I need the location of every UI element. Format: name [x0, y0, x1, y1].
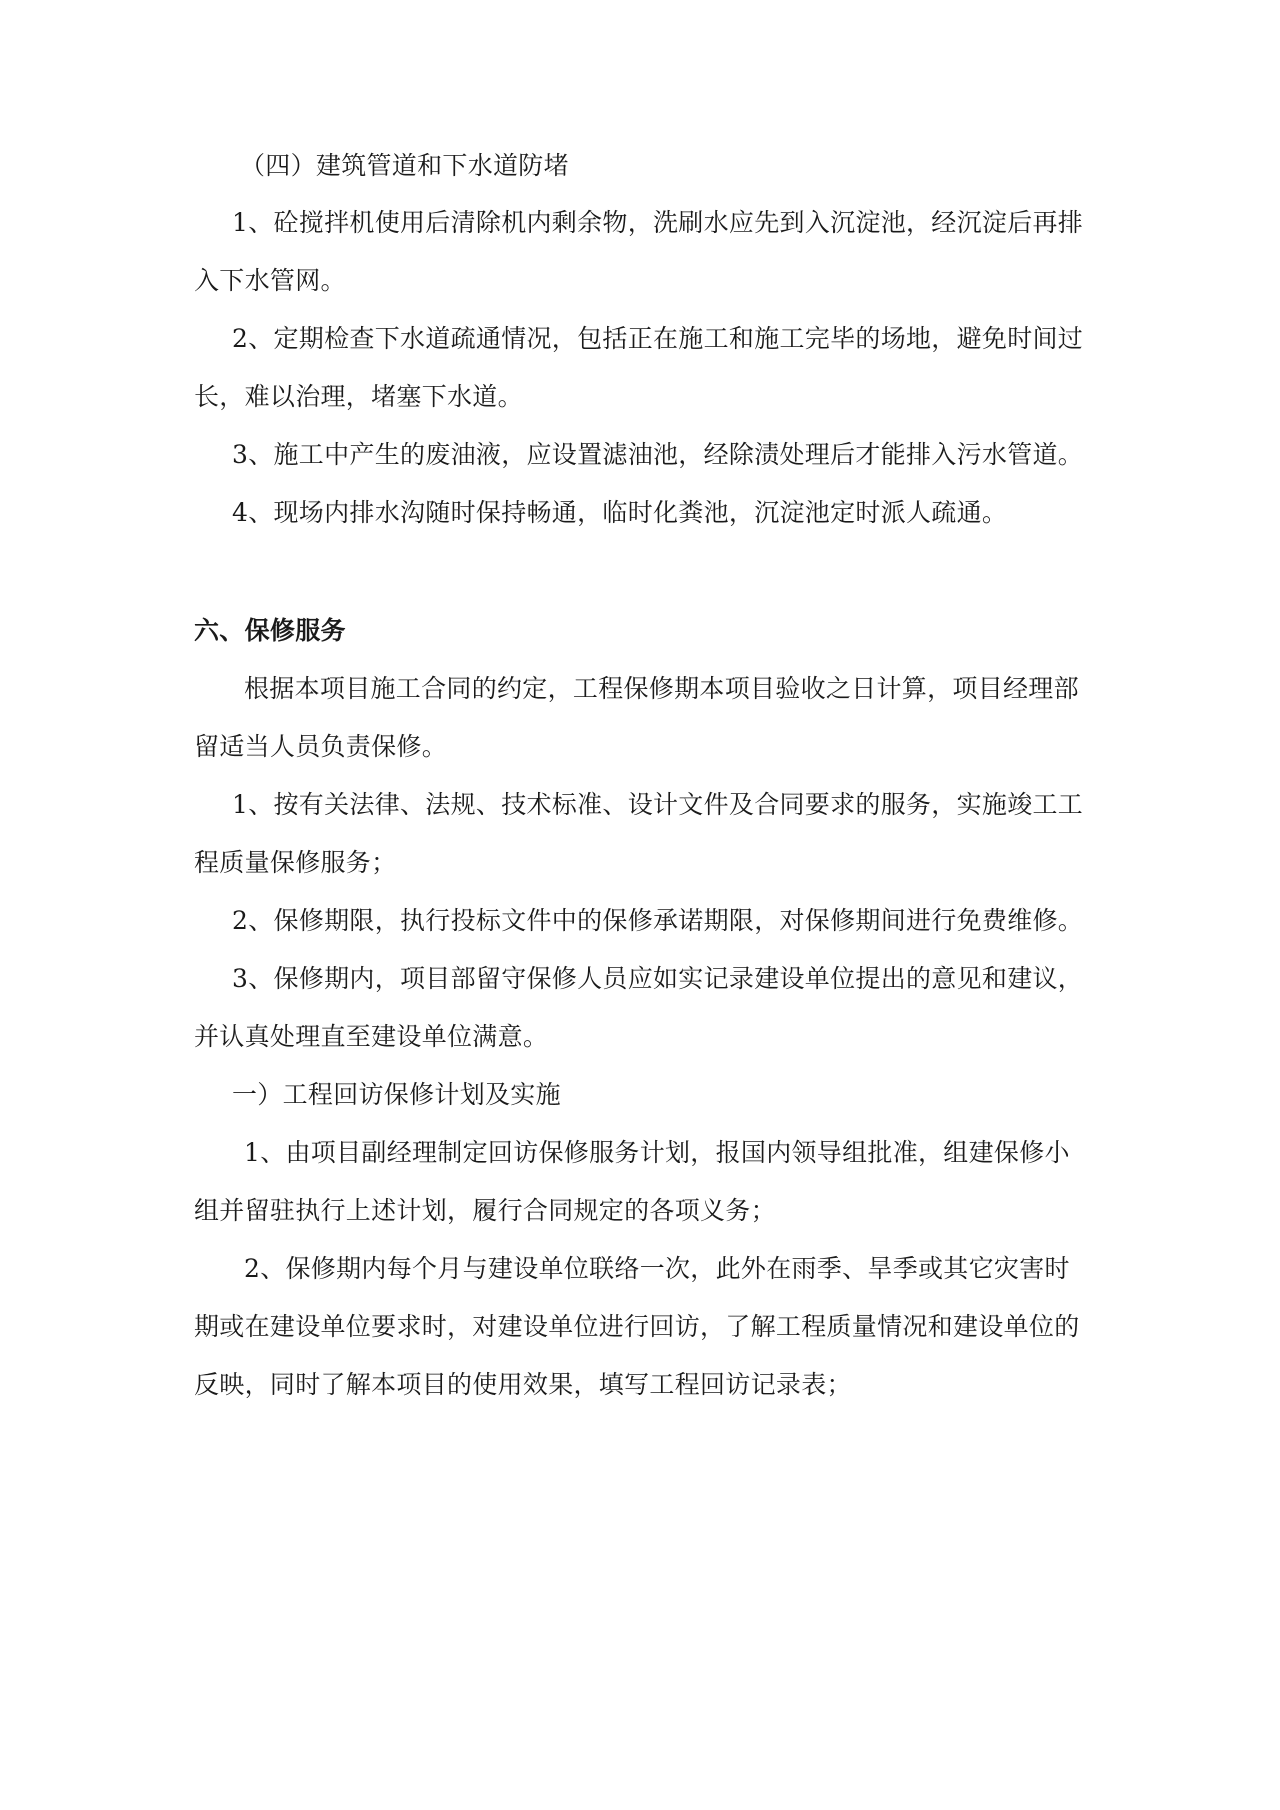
warranty-subheading: 一）工程回访保修计划及实施 — [232, 1080, 561, 1109]
warranty-sub-item1-line1: 1、由项目副经理制定回访保修服务计划，报国内领导组批准，组建保修小 — [244, 1138, 1070, 1167]
warranty-intro-line1: 根据本项目施工合同的约定，工程保修期本项目验收之日计算，项目经理部 — [244, 674, 1079, 703]
warranty-intro-line2: 留适当人员负责保修。 — [194, 732, 448, 761]
warranty-sub-item2-line3: 反映，同时了解本项目的使用效果，填写工程回访记录表； — [194, 1370, 852, 1399]
warranty-sub-item2-line1: 2、保修期内每个月与建设单位联络一次，此外在雨季、旱季或其它灾害时 — [244, 1254, 1070, 1283]
drainage-item2-line2: 长，难以治理，堵塞下水道。 — [194, 382, 523, 411]
drainage-item2-line1: 2、定期检查下水道疏通情况，包括正在施工和施工完毕的场地，避免时间过 — [232, 324, 1084, 353]
warranty-heading: 六、保修服务 — [194, 616, 346, 645]
warranty-sub-item2-line2: 期或在建设单位要求时，对建设单位进行回访，了解工程质量情况和建设单位的 — [194, 1312, 1080, 1341]
warranty-item3-line1: 3、保修期内，项目部留守保修人员应如实记录建设单位提出的意见和建议， — [232, 964, 1084, 993]
warranty-item1-line2: 程质量保修服务； — [194, 848, 397, 877]
warranty-item3-line2: 并认真处理直至建设单位满意。 — [194, 1022, 549, 1051]
drainage-item3: 3、施工中产生的废油液，应设置滤油池，经除渍处理后才能排入污水管道。 — [232, 440, 1084, 469]
drainage-subheading: （四）建筑管道和下水道防堵 — [240, 151, 569, 180]
drainage-item1-line1: 1、砼搅拌机使用后清除机内剩余物，洗刷水应先到入沉淀池，经沉淀后再排 — [232, 208, 1084, 237]
warranty-sub-item1-line2: 组并留驻执行上述计划，履行合同规定的各项义务； — [194, 1196, 776, 1225]
drainage-item4: 4、现场内排水沟随时保持畅通，临时化粪池，沉淀池定时派人疏通。 — [232, 498, 1008, 527]
warranty-item1-line1: 1、按有关法律、法规、技术标准、设计文件及合同要求的服务，实施竣工工 — [232, 790, 1084, 819]
drainage-item1-line2: 入下水管网。 — [194, 266, 346, 295]
warranty-item2: 2、保修期限，执行投标文件中的保修承诺期限，对保修期间进行免费维修。 — [232, 906, 1084, 935]
